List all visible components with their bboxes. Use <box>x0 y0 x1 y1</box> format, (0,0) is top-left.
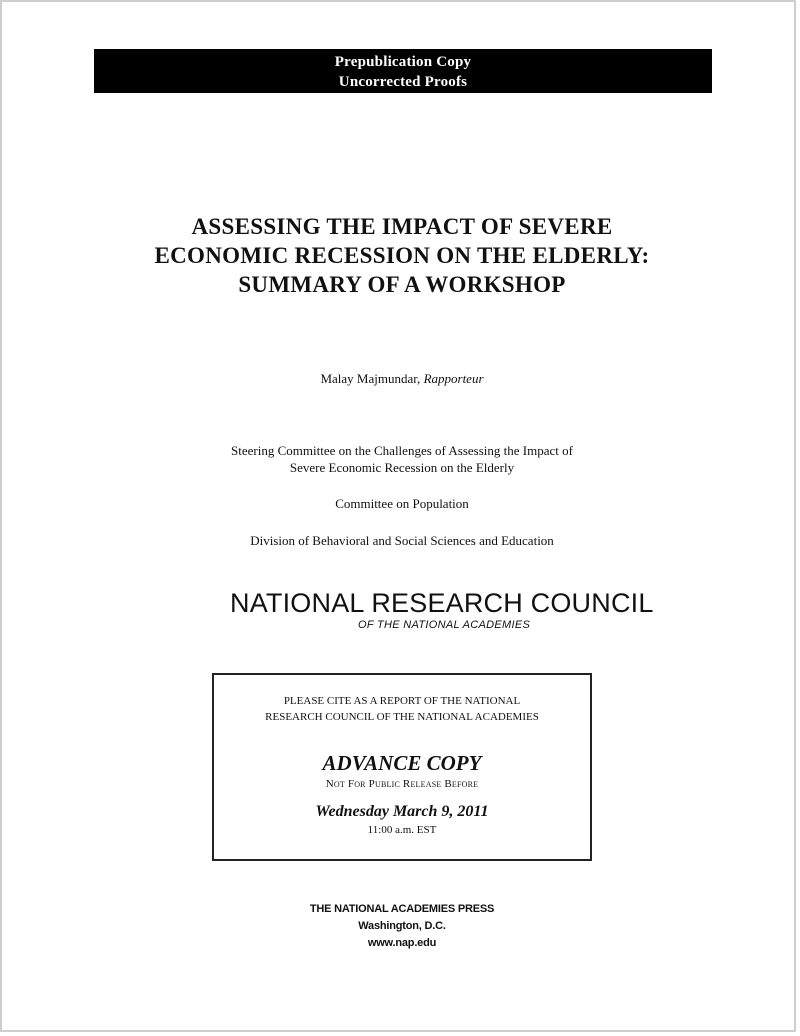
publisher-name: THE NATIONAL ACADEMIES PRESS <box>309 903 495 915</box>
report-title <box>62 212 742 299</box>
rapporteur-name: Malay Majmundar, <box>320 371 421 386</box>
publisher-block <box>2 901 800 952</box>
release-time: 11:00 a.m. EST <box>367 824 437 836</box>
steering-committee-line-2: Severe Economic Recession on the Elderly <box>289 460 515 475</box>
release-notice: Not For Public Release Before <box>325 778 479 790</box>
cite-line-1: PLEASE CITE AS A REPORT OF THE NATIONAL <box>283 695 521 707</box>
banner-line-2: Uncorrected Proofs <box>338 74 468 90</box>
publisher-city: Washington, D.C. <box>358 920 446 932</box>
steering-committee <box>122 442 682 476</box>
title-line-1: ASSESSING THE IMPACT OF SEVERE <box>191 214 613 239</box>
prepublication-banner <box>94 49 712 93</box>
nrc-logo-name: NATIONAL RESEARCH COUNCIL <box>230 588 654 618</box>
division-name: Division of Behavioral and Social Sciences and Education <box>250 533 554 548</box>
advance-copy-title: ADVANCE COPY <box>322 751 482 775</box>
banner-line-1: Prepublication Copy <box>334 54 472 70</box>
cite-notice <box>214 693 590 725</box>
nrc-logo-subtitle: OF THE NATIONAL ACADEMIES <box>358 619 531 631</box>
cite-line-2: RESEARCH COUNCIL OF THE NATIONAL ACADEMIES <box>265 711 539 723</box>
advance-copy-box <box>212 673 592 861</box>
rapporteur-role: Rapporteur <box>423 371 484 386</box>
steering-committee-line-1: Steering Committee on the Challenges of Assessing the Impact of <box>231 443 573 458</box>
rapporteur <box>2 371 800 387</box>
title-line-3: SUMMARY OF A WORKSHOP <box>238 272 566 297</box>
title-line-2: ECONOMIC RECESSION ON THE ELDERLY: <box>154 243 650 268</box>
release-date: Wednesday March 9, 2011 <box>315 803 489 820</box>
committee-on-population: Committee on Population <box>335 496 469 511</box>
publisher-url: www.nap.edu <box>367 937 437 949</box>
